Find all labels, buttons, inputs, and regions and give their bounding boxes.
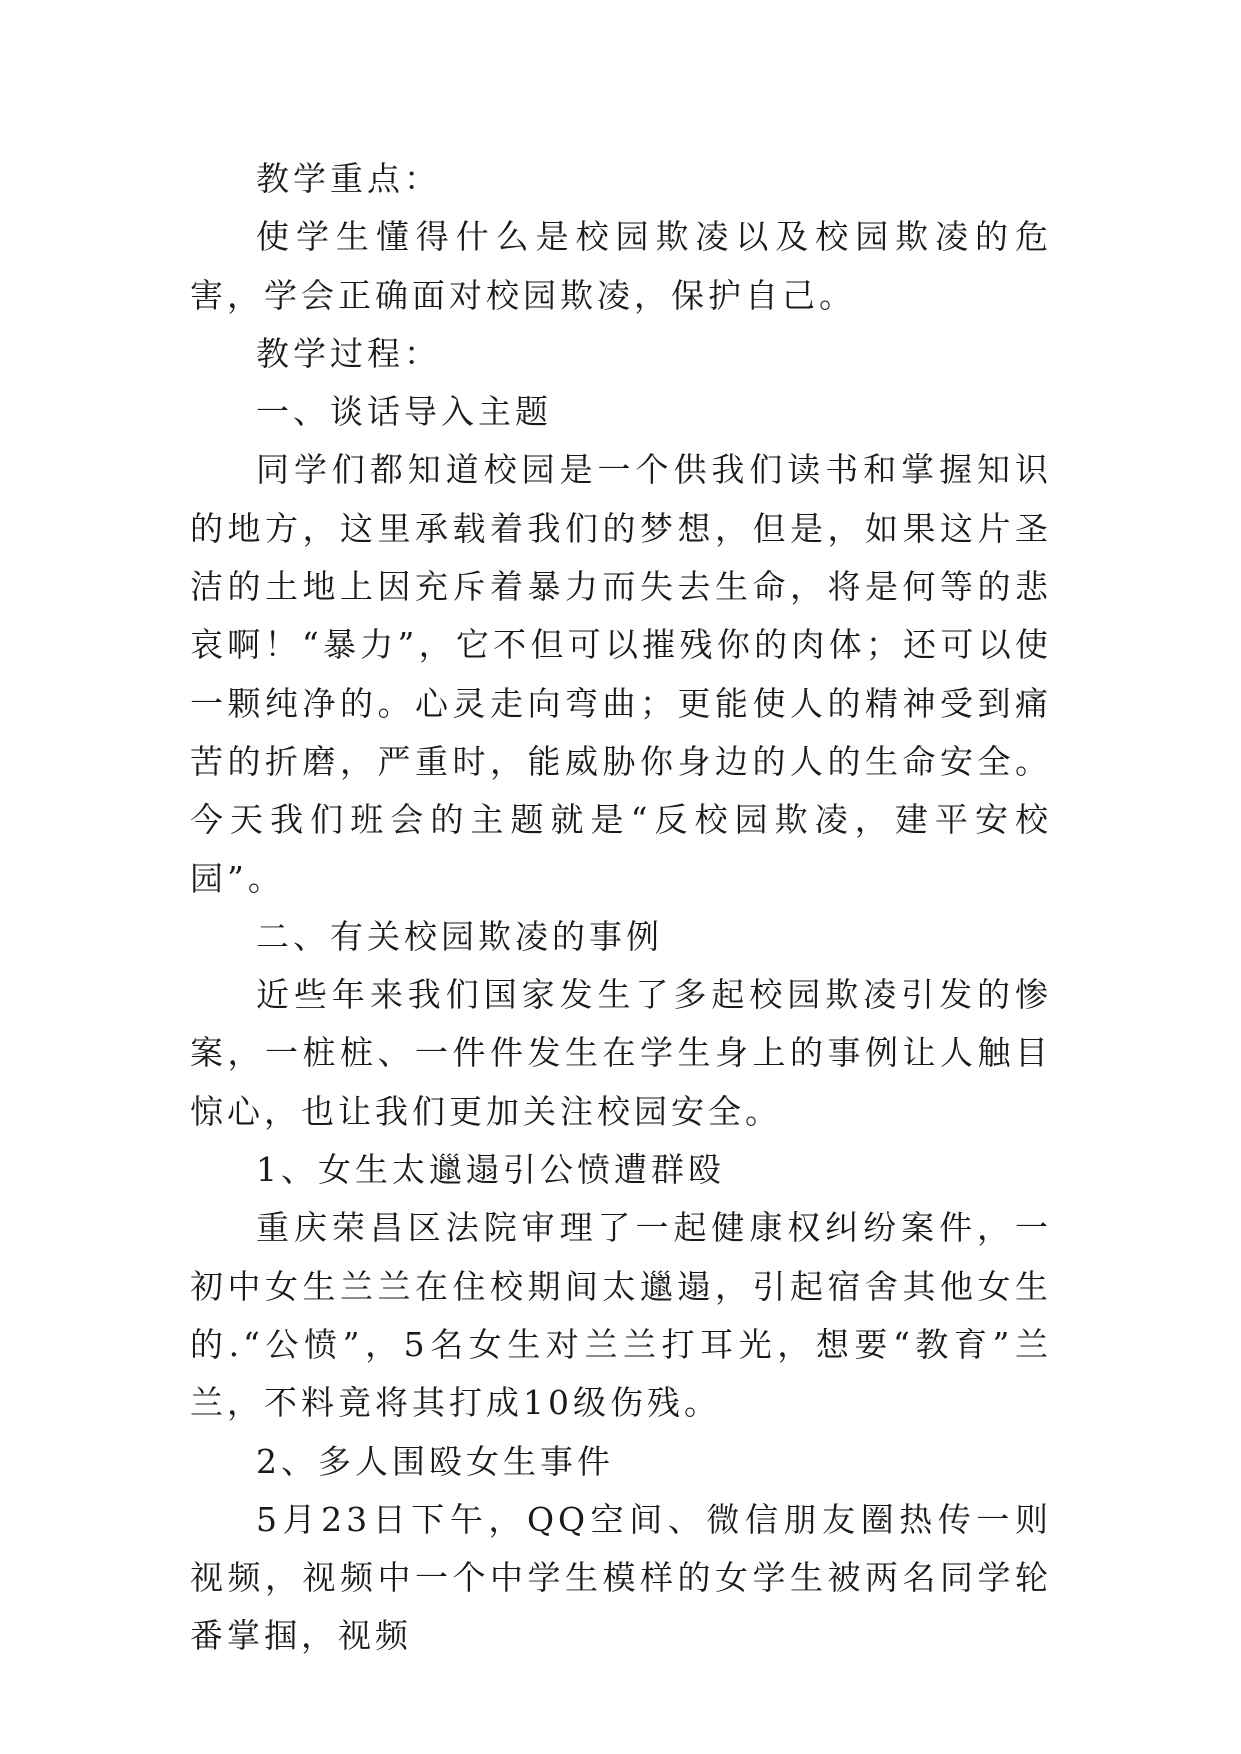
paragraph-example-1: 重庆荣昌区法院审理了一起健康权纠纷案件，一初中女生兰兰在住校期间太邋遢，引起宿舍其他女生的.“公愤”，5名女生对兰兰打耳光，想要“教育”兰兰，不料竟将其打成10级伤残。 <box>190 1208 1052 1423</box>
section-heading-examples: 二、有关校园欺凌的事例 <box>256 916 663 956</box>
example-heading-2: 2、多人围殴女生事件 <box>256 1441 614 1481</box>
paragraph-intro-text: 同学们都知道校园是一个供我们读书和掌握知识的地方，这里承载着我们的梦想，但是，如果这片圣洁的土地上因充斥着暴力而失去生命，将是何等的悲哀啊！“暴力”，它不但可以摧残你的肉体；还可以使一颗纯净的。心灵走向弯曲；更能使人的精神受到痛苦的折磨，严重时，能威胁你身边的人的生命安全。今天我们班会的主题就是“反校园欺凌，建平安校园”。 <box>190 450 1052 898</box>
heading-teaching-process: 教学过程： <box>256 333 441 373</box>
paragraph-teaching-focus-text: 使学生懂得什么是校园欺凌以及校园欺凌的危害，学会正确面对校园欺凌，保护自己。 <box>190 217 1052 315</box>
heading-teaching-focus: 教学重点： <box>256 159 441 198</box>
document-body <box>190 150 1052 1666</box>
paragraph-examples-text: 近些年来我们国家发生了多起校园欺凌引发的惨案，一桩桩、一件件发生在学生身上的事例让人触目惊心，也让我们更加关注校园安全。 <box>190 975 1052 1131</box>
example-heading-1: 1、女生太邋遢引公愤遭群殴 <box>256 1150 725 1190</box>
paragraph-example-2: 5月23日下午，QQ空间、微信朋友圈热传一则视频，视频中一个中学生模样的女学生被两名同学轮番掌掴，视频 <box>190 1499 1052 1656</box>
section-heading-intro: 一、谈话导入主题 <box>256 392 552 432</box>
